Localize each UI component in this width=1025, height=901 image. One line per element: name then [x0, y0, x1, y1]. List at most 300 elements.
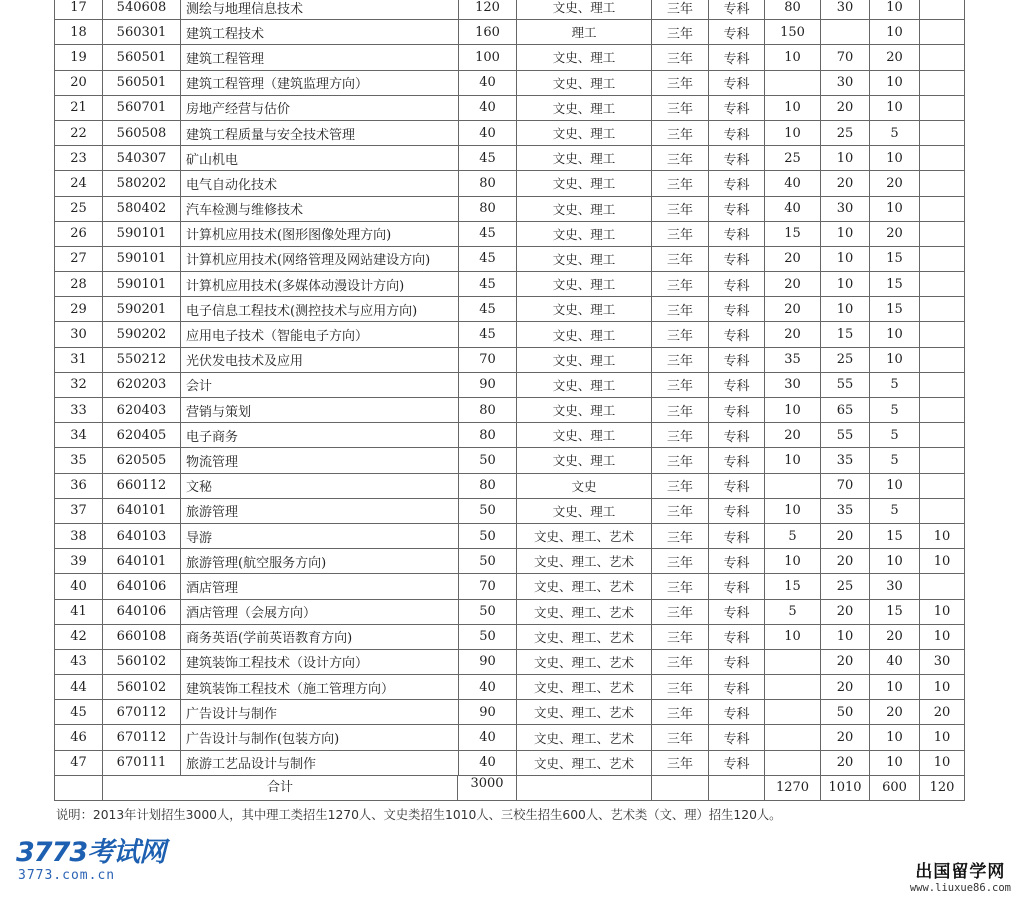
art-quota-cell — [920, 398, 965, 423]
duration-cell: 三年 — [652, 473, 709, 498]
level-cell: 专科 — [709, 372, 765, 397]
major-code-cell: 620203 — [103, 372, 181, 397]
footnote: 说明：2013年计划招生3000人，其中理工类招生1270人、文史类招生1010人、三校生招生600人、艺术类（文、理）招生120人。 — [56, 808, 782, 822]
three-school-quota-cell: 20 — [870, 171, 920, 196]
liberal-arts-quota-cell: 20 — [821, 725, 870, 750]
level-cell: 专科 — [709, 272, 765, 297]
level-cell: 专科 — [709, 0, 765, 20]
plan-count-cell: 45 — [459, 322, 517, 347]
major-name-cell: 测绘与地理信息技术 — [181, 0, 459, 20]
science-quota-cell: 20 — [765, 322, 821, 347]
table-row — [55, 649, 965, 674]
major-code-cell: 590101 — [103, 272, 181, 297]
duration-cell: 三年 — [652, 624, 709, 649]
duration-cell: 三年 — [652, 347, 709, 372]
major-name-cell: 商务英语(学前英语教育方向) — [181, 624, 459, 649]
duration-cell: 三年 — [652, 196, 709, 221]
three-school-quota-cell: 20 — [870, 45, 920, 70]
major-name-cell: 计算机应用技术(多媒体动漫设计方向) — [181, 272, 459, 297]
liberal-arts-quota-cell: 30 — [821, 70, 870, 95]
plan-count-cell: 80 — [459, 171, 517, 196]
art-quota-cell — [920, 0, 965, 20]
plan-count-cell: 50 — [459, 498, 517, 523]
science-quota-cell: 40 — [765, 171, 821, 196]
duration-cell: 三年 — [652, 322, 709, 347]
art-quota-cell — [920, 246, 965, 271]
major-code-cell: 590202 — [103, 322, 181, 347]
plan-count-cell: 70 — [459, 574, 517, 599]
major-code-cell: 620505 — [103, 448, 181, 473]
liberal-arts-quota-cell: 10 — [821, 297, 870, 322]
science-quota-cell — [765, 700, 821, 725]
major-code-cell: 580202 — [103, 171, 181, 196]
three-school-quota-cell: 5 — [870, 448, 920, 473]
major-name-cell: 营销与策划 — [181, 398, 459, 423]
art-quota-cell — [920, 448, 965, 473]
subject-category-cell: 文史、理工 — [517, 448, 652, 473]
art-quota-cell — [920, 146, 965, 171]
major-code-cell: 620403 — [103, 398, 181, 423]
art-quota-cell — [920, 473, 965, 498]
major-name-cell: 应用电子技术（智能电子方向） — [181, 322, 459, 347]
science-quota-cell: 10 — [765, 45, 821, 70]
liberal-arts-quota-cell: 25 — [821, 120, 870, 145]
plan-count-cell: 90 — [459, 372, 517, 397]
level-cell: 专科 — [709, 423, 765, 448]
total-blank-level — [709, 775, 765, 800]
duration-cell: 三年 — [652, 649, 709, 674]
plan-count-cell: 40 — [459, 120, 517, 145]
duration-cell: 三年 — [652, 599, 709, 624]
liberal-arts-quota-cell: 10 — [821, 221, 870, 246]
major-code-cell: 670112 — [103, 725, 181, 750]
duration-cell: 三年 — [652, 398, 709, 423]
three-school-quota-cell: 10 — [870, 473, 920, 498]
total-row-blank — [55, 775, 103, 800]
row-number-cell: 22 — [55, 120, 103, 145]
watermark-liuxue86-logo — [910, 862, 1011, 894]
row-number-cell: 32 — [55, 372, 103, 397]
major-name-cell: 旅游工艺品设计与制作 — [181, 750, 459, 775]
row-number-cell: 44 — [55, 675, 103, 700]
row-number-cell: 45 — [55, 700, 103, 725]
science-quota-cell: 20 — [765, 272, 821, 297]
three-school-quota-cell: 5 — [870, 498, 920, 523]
level-cell: 专科 — [709, 70, 765, 95]
level-cell: 专科 — [709, 549, 765, 574]
row-number-cell: 37 — [55, 498, 103, 523]
table-row — [55, 70, 965, 95]
art-quota-cell — [920, 322, 965, 347]
subject-category-cell: 文史、理工 — [517, 196, 652, 221]
subject-category-cell: 文史、理工、艺术 — [517, 725, 652, 750]
duration-cell: 三年 — [652, 246, 709, 271]
liberal-arts-quota-cell: 20 — [821, 599, 870, 624]
subject-category-cell: 文史、理工 — [517, 322, 652, 347]
level-cell: 专科 — [709, 750, 765, 775]
three-school-quota-cell: 10 — [870, 675, 920, 700]
liberal-arts-quota-cell: 50 — [821, 700, 870, 725]
duration-cell: 三年 — [652, 700, 709, 725]
row-number-cell: 27 — [55, 246, 103, 271]
three-school-quota-cell: 5 — [870, 398, 920, 423]
major-code-cell: 660112 — [103, 473, 181, 498]
liberal-arts-quota-cell: 35 — [821, 498, 870, 523]
liberal-arts-quota-cell: 10 — [821, 624, 870, 649]
plan-count-cell: 100 — [459, 45, 517, 70]
table-row — [55, 700, 965, 725]
duration-cell: 三年 — [652, 146, 709, 171]
liberal-arts-quota-cell: 10 — [821, 146, 870, 171]
major-code-cell: 560508 — [103, 120, 181, 145]
three-school-quota-cell: 20 — [870, 221, 920, 246]
table-row — [55, 750, 965, 775]
duration-cell: 三年 — [652, 750, 709, 775]
row-number-cell: 18 — [55, 20, 103, 45]
major-code-cell: 660108 — [103, 624, 181, 649]
row-number-cell: 17 — [55, 0, 103, 20]
art-quota-cell — [920, 45, 965, 70]
plan-count-cell: 45 — [459, 246, 517, 271]
art-quota-cell: 10 — [920, 675, 965, 700]
duration-cell: 三年 — [652, 423, 709, 448]
major-name-cell: 酒店管理 — [181, 574, 459, 599]
science-quota-cell: 15 — [765, 221, 821, 246]
science-quota-cell: 40 — [765, 196, 821, 221]
art-quota-cell — [920, 120, 965, 145]
science-quota-cell: 20 — [765, 246, 821, 271]
subject-category-cell: 文史、理工、艺术 — [517, 700, 652, 725]
science-quota-cell: 10 — [765, 448, 821, 473]
major-name-cell: 建筑装饰工程技术（施工管理方向） — [181, 675, 459, 700]
plan-count-cell: 45 — [459, 146, 517, 171]
major-name-cell: 酒店管理（会展方向） — [181, 599, 459, 624]
subject-category-cell: 文史、理工 — [517, 45, 652, 70]
science-quota-cell — [765, 473, 821, 498]
major-name-cell: 建筑工程质量与安全技术管理 — [181, 120, 459, 145]
total-row — [55, 775, 965, 800]
subject-category-cell: 理工 — [517, 20, 652, 45]
table-row — [55, 675, 965, 700]
major-code-cell: 670112 — [103, 700, 181, 725]
art-quota-cell — [920, 574, 965, 599]
major-code-cell: 560102 — [103, 675, 181, 700]
major-name-cell: 广告设计与制作 — [181, 700, 459, 725]
row-number-cell: 31 — [55, 347, 103, 372]
major-code-cell: 560102 — [103, 649, 181, 674]
plan-count-cell: 120 — [459, 0, 517, 20]
table-row — [55, 0, 965, 20]
major-name-cell: 导游 — [181, 523, 459, 548]
science-quota-cell: 10 — [765, 398, 821, 423]
liberal-arts-quota-cell: 30 — [821, 0, 870, 20]
table-row — [55, 322, 965, 347]
subject-category-cell: 文史、理工、艺术 — [517, 675, 652, 700]
row-number-cell: 24 — [55, 171, 103, 196]
level-cell: 专科 — [709, 498, 765, 523]
science-quota-cell: 20 — [765, 423, 821, 448]
major-name-cell: 物流管理 — [181, 448, 459, 473]
level-cell: 专科 — [709, 725, 765, 750]
table-row — [55, 498, 965, 523]
level-cell: 专科 — [709, 347, 765, 372]
art-quota-cell — [920, 272, 965, 297]
duration-cell: 三年 — [652, 0, 709, 20]
total-three-school: 600 — [870, 775, 920, 800]
level-cell: 专科 — [709, 649, 765, 674]
art-quota-cell — [920, 498, 965, 523]
level-cell: 专科 — [709, 146, 765, 171]
subject-category-cell: 文史、理工 — [517, 221, 652, 246]
table-row — [55, 20, 965, 45]
subject-category-cell: 文史、理工、艺术 — [517, 649, 652, 674]
watermark-3773-url: 3773.com.cn — [18, 868, 116, 883]
science-quota-cell — [765, 649, 821, 674]
art-quota-cell — [920, 297, 965, 322]
liberal-arts-quota-cell: 55 — [821, 372, 870, 397]
row-number-cell: 34 — [55, 423, 103, 448]
art-quota-cell: 10 — [920, 599, 965, 624]
plan-count-cell: 80 — [459, 423, 517, 448]
major-name-cell: 电气自动化技术 — [181, 171, 459, 196]
three-school-quota-cell: 10 — [870, 725, 920, 750]
subject-category-cell: 文史、理工 — [517, 372, 652, 397]
major-code-cell: 560701 — [103, 95, 181, 120]
science-quota-cell: 5 — [765, 599, 821, 624]
art-quota-cell — [920, 95, 965, 120]
liberal-arts-quota-cell: 15 — [821, 322, 870, 347]
liberal-arts-quota-cell: 20 — [821, 649, 870, 674]
art-quota-cell — [920, 70, 965, 95]
table-row — [55, 574, 965, 599]
major-name-cell: 会计 — [181, 372, 459, 397]
liberal-arts-quota-cell: 30 — [821, 196, 870, 221]
three-school-quota-cell: 15 — [870, 523, 920, 548]
plan-count-cell: 45 — [459, 221, 517, 246]
major-code-cell: 620405 — [103, 423, 181, 448]
three-school-quota-cell: 10 — [870, 347, 920, 372]
science-quota-cell: 25 — [765, 146, 821, 171]
liberal-arts-quota-cell: 20 — [821, 675, 870, 700]
liberal-arts-quota-cell: 10 — [821, 246, 870, 271]
major-code-cell: 590101 — [103, 246, 181, 271]
row-number-cell: 35 — [55, 448, 103, 473]
science-quota-cell: 35 — [765, 347, 821, 372]
duration-cell: 三年 — [652, 498, 709, 523]
subject-category-cell: 文史、理工 — [517, 347, 652, 372]
duration-cell: 三年 — [652, 549, 709, 574]
table-row — [55, 297, 965, 322]
duration-cell: 三年 — [652, 221, 709, 246]
subject-category-cell: 文史、理工 — [517, 70, 652, 95]
table-row — [55, 45, 965, 70]
subject-category-cell: 文史 — [517, 473, 652, 498]
duration-cell: 三年 — [652, 523, 709, 548]
plan-count-cell: 90 — [459, 649, 517, 674]
liberal-arts-quota-cell: 35 — [821, 448, 870, 473]
plan-count-cell: 40 — [459, 750, 517, 775]
level-cell: 专科 — [709, 473, 765, 498]
science-quota-cell: 80 — [765, 0, 821, 20]
science-quota-cell — [765, 70, 821, 95]
art-quota-cell: 10 — [920, 750, 965, 775]
plan-count-cell: 40 — [459, 675, 517, 700]
plan-count-cell: 70 — [459, 347, 517, 372]
table-row — [55, 146, 965, 171]
science-quota-cell: 10 — [765, 624, 821, 649]
science-quota-cell — [765, 750, 821, 775]
art-quota-cell — [920, 372, 965, 397]
table-row — [55, 246, 965, 271]
major-name-cell: 汽车检测与维修技术 — [181, 196, 459, 221]
subject-category-cell: 文史、理工 — [517, 297, 652, 322]
three-school-quota-cell: 15 — [870, 246, 920, 271]
table-row — [55, 523, 965, 548]
table-row — [55, 95, 965, 120]
liberal-arts-quota-cell: 20 — [821, 549, 870, 574]
subject-category-cell: 文史、理工 — [517, 120, 652, 145]
total-blank-cat — [517, 775, 652, 800]
liberal-arts-quota-cell: 55 — [821, 423, 870, 448]
three-school-quota-cell: 30 — [870, 574, 920, 599]
liberal-arts-quota-cell: 20 — [821, 523, 870, 548]
total-art: 120 — [920, 775, 965, 800]
table-row — [55, 549, 965, 574]
three-school-quota-cell: 5 — [870, 120, 920, 145]
subject-category-cell: 文史、理工、艺术 — [517, 750, 652, 775]
science-quota-cell — [765, 725, 821, 750]
three-school-quota-cell: 20 — [870, 624, 920, 649]
row-number-cell: 28 — [55, 272, 103, 297]
subject-category-cell: 文史、理工 — [517, 246, 652, 271]
plan-count-cell: 80 — [459, 473, 517, 498]
three-school-quota-cell: 10 — [870, 146, 920, 171]
duration-cell: 三年 — [652, 120, 709, 145]
major-code-cell: 670111 — [103, 750, 181, 775]
subject-category-cell: 文史、理工、艺术 — [517, 574, 652, 599]
duration-cell: 三年 — [652, 45, 709, 70]
major-name-cell: 光伏发电技术及应用 — [181, 347, 459, 372]
level-cell: 专科 — [709, 45, 765, 70]
duration-cell: 三年 — [652, 448, 709, 473]
science-quota-cell: 10 — [765, 498, 821, 523]
plan-count-cell: 40 — [459, 70, 517, 95]
table-row — [55, 624, 965, 649]
major-code-cell: 590101 — [103, 221, 181, 246]
art-quota-cell: 10 — [920, 725, 965, 750]
liberal-arts-quota-cell: 10 — [821, 272, 870, 297]
major-code-cell: 640101 — [103, 498, 181, 523]
plan-count-cell: 45 — [459, 297, 517, 322]
table-row — [55, 398, 965, 423]
subject-category-cell: 文史、理工、艺术 — [517, 624, 652, 649]
three-school-quota-cell: 10 — [870, 0, 920, 20]
plan-count-cell: 50 — [459, 448, 517, 473]
total-blank-years — [652, 775, 709, 800]
row-number-cell: 42 — [55, 624, 103, 649]
three-school-quota-cell: 5 — [870, 423, 920, 448]
subject-category-cell: 文史、理工、艺术 — [517, 523, 652, 548]
major-name-cell: 电子商务 — [181, 423, 459, 448]
table-row — [55, 599, 965, 624]
subject-category-cell: 文史、理工 — [517, 498, 652, 523]
major-code-cell: 580402 — [103, 196, 181, 221]
row-number-cell: 26 — [55, 221, 103, 246]
duration-cell: 三年 — [652, 70, 709, 95]
duration-cell: 三年 — [652, 171, 709, 196]
art-quota-cell: 10 — [920, 523, 965, 548]
three-school-quota-cell: 15 — [870, 599, 920, 624]
liberal-arts-quota-cell: 70 — [821, 45, 870, 70]
row-number-cell: 20 — [55, 70, 103, 95]
plan-count-cell: 45 — [459, 272, 517, 297]
major-code-cell: 540307 — [103, 146, 181, 171]
three-school-quota-cell: 10 — [870, 95, 920, 120]
major-name-cell: 文秘 — [181, 473, 459, 498]
duration-cell: 三年 — [652, 675, 709, 700]
major-code-cell: 540608 — [103, 0, 181, 20]
plan-count-cell: 50 — [459, 624, 517, 649]
major-name-cell: 房地产经营与估价 — [181, 95, 459, 120]
level-cell: 专科 — [709, 700, 765, 725]
level-cell: 专科 — [709, 246, 765, 271]
level-cell: 专科 — [709, 20, 765, 45]
major-code-cell: 560501 — [103, 45, 181, 70]
row-number-cell: 36 — [55, 473, 103, 498]
row-number-cell: 40 — [55, 574, 103, 599]
table-row — [55, 221, 965, 246]
enrollment-plan-table — [54, 0, 965, 801]
subject-category-cell: 文史、理工 — [517, 272, 652, 297]
art-quota-cell — [920, 347, 965, 372]
duration-cell: 三年 — [652, 20, 709, 45]
liberal-arts-quota-cell: 65 — [821, 398, 870, 423]
major-name-cell: 计算机应用技术(网络管理及网站建设方向) — [181, 246, 459, 271]
level-cell: 专科 — [709, 599, 765, 624]
liberal-arts-quota-cell: 25 — [821, 347, 870, 372]
watermark-liuxue86-title: 出国留学网 — [915, 862, 1006, 882]
subject-category-cell: 文史、理工 — [517, 0, 652, 20]
major-name-cell: 旅游管理(航空服务方向) — [181, 549, 459, 574]
science-quota-cell: 15 — [765, 574, 821, 599]
duration-cell: 三年 — [652, 372, 709, 397]
subject-category-cell: 文史、理工、艺术 — [517, 549, 652, 574]
liberal-arts-quota-cell: 20 — [821, 95, 870, 120]
duration-cell: 三年 — [652, 574, 709, 599]
row-number-cell: 19 — [55, 45, 103, 70]
row-number-cell: 25 — [55, 196, 103, 221]
three-school-quota-cell: 10 — [870, 70, 920, 95]
three-school-quota-cell: 15 — [870, 297, 920, 322]
table-row — [55, 347, 965, 372]
duration-cell: 三年 — [652, 725, 709, 750]
major-code-cell: 560501 — [103, 70, 181, 95]
three-school-quota-cell: 15 — [870, 272, 920, 297]
plan-count-cell: 160 — [459, 20, 517, 45]
watermark-3773-logo — [16, 838, 165, 883]
row-number-cell: 33 — [55, 398, 103, 423]
row-number-cell: 30 — [55, 322, 103, 347]
subject-category-cell: 文史、理工 — [517, 423, 652, 448]
plan-count-cell: 90 — [459, 700, 517, 725]
major-code-cell: 640101 — [103, 549, 181, 574]
level-cell: 专科 — [709, 221, 765, 246]
three-school-quota-cell: 10 — [870, 750, 920, 775]
table-row — [55, 725, 965, 750]
art-quota-cell — [920, 20, 965, 45]
major-name-cell: 计算机应用技术(图形图像处理方向) — [181, 221, 459, 246]
major-name-cell: 建筑工程管理 — [181, 45, 459, 70]
